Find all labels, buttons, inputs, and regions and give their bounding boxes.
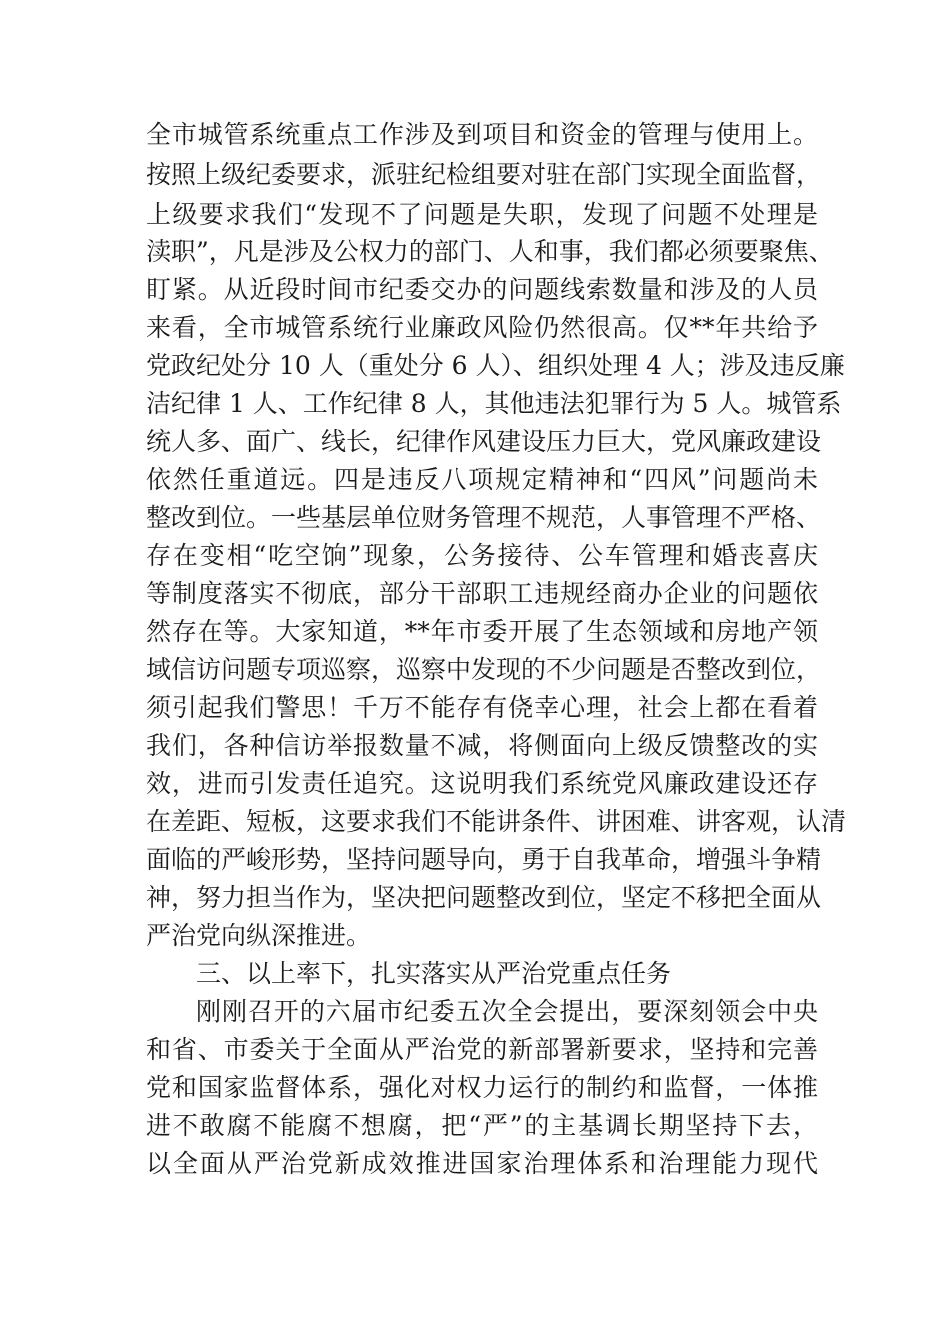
text-line: 以全面从严治党新成效推进国家治理体系和治理能力现代	[146, 1149, 818, 1178]
text-line: 须引起我们警思！千万不能存有侥幸心理，社会上都在看着	[146, 693, 818, 722]
text-line: 神，努力担当作为，坚决把问题整改到位，坚定不移把全面从	[146, 883, 822, 912]
text-line: 严治党向纵深推进。	[146, 921, 372, 950]
text-line: 党政纪处分 10 人（重处分 6 人）、组织处理 4 人；涉及违反廉	[146, 351, 845, 380]
section-heading: 三、以上率下，扎实落实从严治党重点任务	[196, 959, 672, 988]
text-line: 等制度落实不彻底，部分干部职工违规经商办企业的问题依	[146, 579, 818, 608]
text-line: 然存在等。大家知道，**年市委开展了生态领域和房地产领	[146, 617, 818, 646]
text-line: 渎职”，凡是涉及公权力的部门、人和事，我们都必须要聚焦、	[146, 237, 834, 266]
text-line: 进不敢腐不能腐不想腐，把“严”的主基调长期坚持下去，	[146, 1111, 818, 1140]
text-line: 效，进而引发责任追究。这说明我们系统党风廉政建设还存	[146, 769, 818, 798]
text-line: 全市城管系统重点工作涉及到项目和资金的管理与使用上。	[146, 120, 818, 149]
text-line: 我们，各种信访举报数量不减，将侧面向上级反馈整改的实	[146, 731, 818, 760]
text-line: 刚刚召开的六届市纪委五次全会提出，要深刻领会中央	[196, 997, 818, 1026]
text-line: 来看，全市城管系统行业廉政风险仍然很高。仅**年共给予	[146, 313, 818, 342]
text-line: 依然任重道远。四是违反八项规定精神和“四风”问题尚未	[146, 465, 818, 494]
text-line: 在差距、短板，这要求我们不能讲条件、讲困难、讲客观，认清	[146, 807, 847, 836]
text-line: 整改到位。一些基层单位财务管理不规范，人事管理不严格、	[146, 503, 822, 532]
text-line: 上级要求我们“发现不了问题是失职，发现了问题不处理是	[146, 200, 818, 229]
text-line: 党和国家监督体系，强化对权力运行的制约和监督，一体推	[146, 1073, 818, 1102]
text-line: 面临的严峻形势，坚持问题导向，勇于自我革命，增强斗争精	[146, 845, 822, 874]
text-line: 和省、市委关于全面从严治党的新部署新要求，坚持和完善	[146, 1035, 818, 1064]
text-line: 存在变相“吃空饷”现象，公务接待、公车管理和婚丧喜庆	[146, 541, 818, 570]
text-line: 统人多、面广、线长，纪律作风建设压力巨大，党风廉政建设	[146, 427, 822, 456]
text-line: 盯紧。从近段时间市纪委交办的问题线索数量和涉及的人员	[146, 275, 818, 304]
text-line: 按照上级纪委要求，派驻纪检组要对驻在部门实现全面监督，	[146, 160, 822, 189]
text-line: 域信访问题专项巡察，巡察中发现的不少问题是否整改到位，	[146, 655, 822, 684]
text-line: 洁纪律 1 人、工作纪律 8 人，其他违法犯罪行为 5 人。城管系	[146, 389, 842, 418]
